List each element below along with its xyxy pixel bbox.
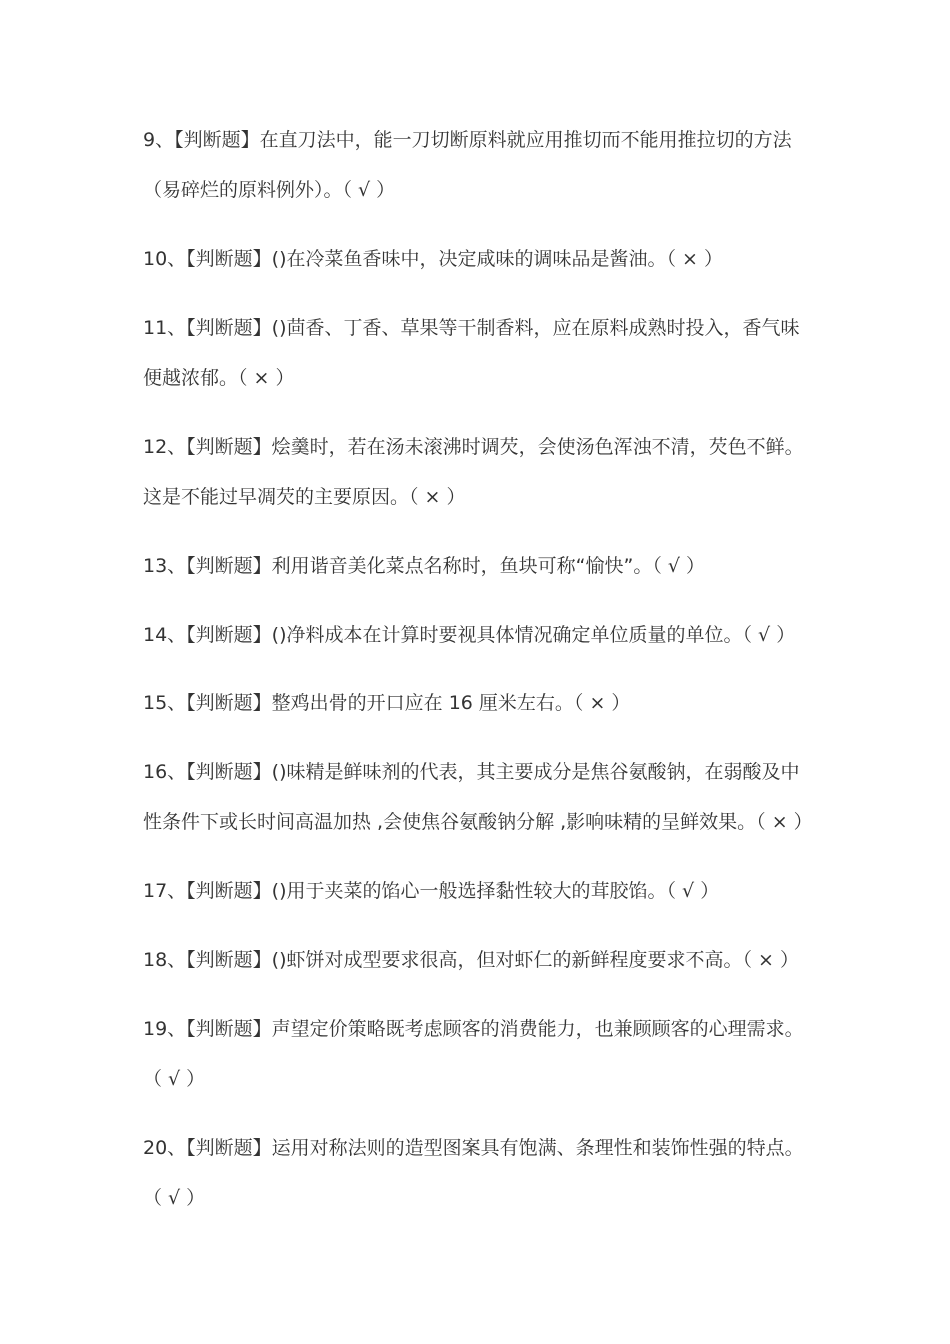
question-11-line-2: 便越浓郁。（ × ）: [143, 367, 295, 389]
question-20-line-2: （ √ ）: [143, 1187, 206, 1209]
question-16-line-1: 16、【判断题】()味精是鲜味剂的代表，其主要成分是焦谷氨酸钠，在弱酸及中: [143, 761, 800, 783]
question-20-line-1: 20、【判断题】运用对称法则的造型图案具有饱满、条理性和装饰性强的特点。: [143, 1137, 804, 1159]
question-12-line-2: 这是不能过早凋芡的主要原因。（ × ）: [143, 486, 466, 508]
question-11-line-1: 11、【判断题】()茴香、丁香、草果等干制香料，应在原料成熟时投入，香气味: [143, 317, 800, 339]
question-9-line-1: 9、【判断题】在直刀法中，能一刀切断原料就应用推切而不能用推拉切的方法: [143, 129, 792, 151]
question-10-line-1: 10、【判断题】()在冷菜鱼香味中，决定咸味的调味品是酱油。（ × ）: [143, 248, 724, 270]
question-16-line-2: 性条件下或长时间高温加热 ,会使焦谷氨酸钠分解 ,影响味精的呈鲜效果。（ × ）: [143, 811, 813, 833]
question-17-line-1: 17、【判断题】()用于夹菜的馅心一般选择黏性较大的茸胶馅。（ √ ）: [143, 880, 720, 902]
question-19-line-1: 19、【判断题】声望定价策略既考虑顾客的消费能力，也兼顾顾客的心理需求。: [143, 1018, 804, 1040]
question-13-line-1: 13、【判断题】利用谐音美化菜点名称时，鱼块可称“愉快”。（ √ ）: [143, 555, 706, 577]
question-19-line-2: （ √ ）: [143, 1068, 206, 1090]
question-12-line-1: 12、【判断题】烩羹时，若在汤未滚沸时调芡，会使汤色浑浊不清，芡色不鲜。: [143, 436, 804, 458]
question-15-line-1: 15、【判断题】整鸡出骨的开口应在 16 厘米左右。（ × ）: [143, 692, 631, 714]
question-18-line-1: 18、【判断题】()虾饼对成型要求很高，但对虾仁的新鲜程度要求不高。（ × ）: [143, 949, 800, 971]
question-9-line-2: （易碎烂的原料例外）。（ √ ）: [143, 179, 396, 201]
question-14-line-1: 14、【判断题】()净料成本在计算时要视具体情况确定单位质量的单位。（ √ ）: [143, 624, 796, 646]
